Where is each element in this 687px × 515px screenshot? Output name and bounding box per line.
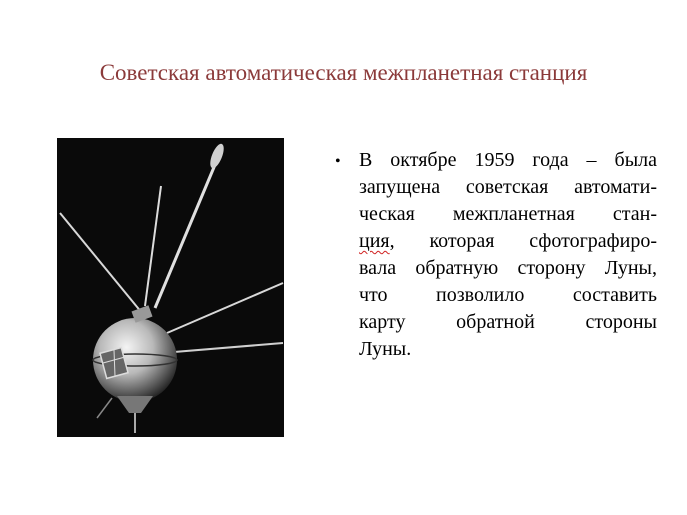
text-line: ческая межпланетная стан- — [359, 203, 657, 225]
text-line: В октябре 1959 года – была — [359, 149, 657, 171]
text-line: вала обратную сторону Луны, — [359, 257, 657, 279]
spell-marked-word: ция — [359, 230, 390, 252]
text-line: Луны. — [359, 338, 412, 360]
bullet-text — [359, 147, 657, 363]
text-line: запущена советская автомати- — [359, 176, 657, 198]
text-line-rest: , которая сфотографиро- — [389, 230, 657, 252]
bullet-dot-icon: • — [335, 153, 341, 170]
space-probe-photo — [57, 138, 284, 437]
text-line-spellmark — [359, 228, 657, 255]
text-line: что позволило составить — [359, 284, 657, 306]
slide-title: Советская автоматическая межпланетная станция — [99, 60, 588, 85]
text-line: карту обратной стороны — [359, 311, 657, 333]
